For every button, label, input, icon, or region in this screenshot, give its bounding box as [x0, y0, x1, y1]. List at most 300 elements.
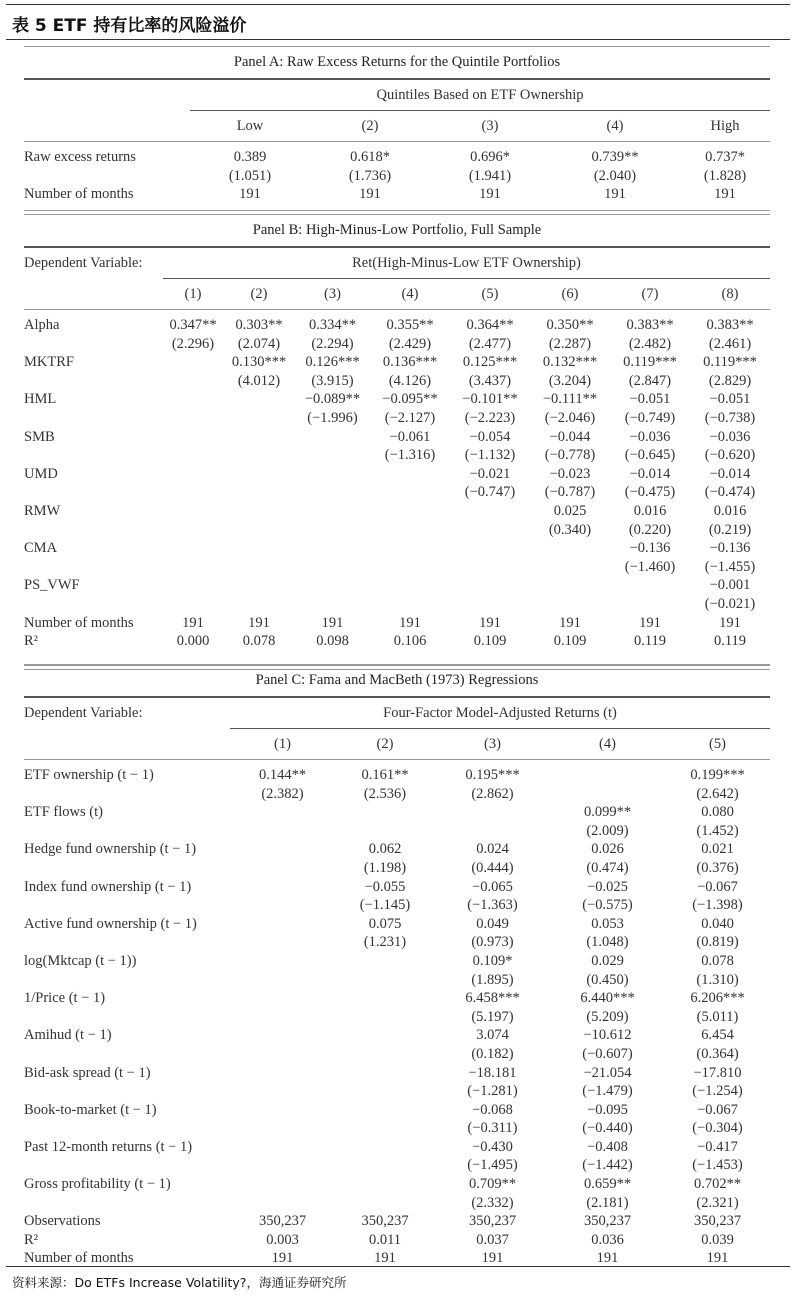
- panel-b-table: [24, 248, 770, 657]
- coefficient-cell: [370, 502, 450, 521]
- coefficient-cell: 0.161**: [361, 767, 409, 783]
- coefficient-cell: −0.417: [697, 1138, 738, 1155]
- coefficient-cell: 0.737*: [705, 149, 745, 165]
- t-stat-row: [24, 372, 770, 391]
- coefficient-cell: −0.055: [364, 878, 406, 895]
- coefficient-cell: 191: [596, 1250, 619, 1267]
- coefficient-cell: 191: [639, 614, 661, 631]
- row-label: Past 12-month returns (t − 1): [24, 1138, 193, 1155]
- column-header: (3): [435, 729, 550, 760]
- t-stat-cell: (1.051): [228, 167, 272, 184]
- t-stat-row: [24, 409, 770, 428]
- t-stat-row: [24, 896, 770, 915]
- coefficient-cell: 0.125***: [462, 354, 518, 371]
- coefficient-cell: [230, 1026, 335, 1045]
- coefficient-cell: 350,237: [583, 1213, 632, 1230]
- panel-c-table: [24, 698, 770, 1274]
- row-label-empty: [24, 896, 230, 915]
- t-stat-cell: [163, 446, 223, 465]
- t-stat-cell: (−1.254): [692, 1083, 743, 1100]
- t-stat-cell: (2.321): [696, 1194, 739, 1211]
- top-rule: [6, 4, 790, 5]
- column-header: (3): [295, 279, 370, 310]
- coefficient-cell: 0.364**: [466, 317, 514, 333]
- t-stat-cell: [223, 558, 295, 577]
- t-stat-cell: (3.204): [548, 372, 592, 389]
- t-stat-cell: (−2.223): [464, 409, 516, 426]
- coefficient-cell: [295, 428, 370, 447]
- panel-c: [24, 664, 770, 1274]
- coefficient-cell: 0.739**: [591, 149, 639, 165]
- row-label-empty: [24, 372, 163, 391]
- row-label: 1/Price (t − 1): [24, 990, 106, 1007]
- coefficient-cell: −0.430: [472, 1138, 513, 1155]
- coefficient-cell: 6.454: [701, 1027, 734, 1044]
- t-stat-cell: [335, 1194, 435, 1213]
- row-label: HML: [24, 391, 57, 408]
- t-stat-row: [24, 167, 770, 186]
- coefficient-cell: [335, 989, 435, 1008]
- t-stat-cell: [295, 521, 370, 540]
- table-row: [24, 1064, 770, 1083]
- coefficient-cell: [223, 390, 295, 409]
- t-stat-cell: (0.340): [548, 521, 592, 538]
- t-stat-cell: [230, 933, 335, 952]
- row-label: Gross profitability (t − 1): [24, 1176, 171, 1193]
- spacer: [24, 204, 190, 211]
- coefficient-cell: −0.061: [389, 428, 431, 445]
- table-row: [24, 353, 770, 372]
- t-stat-cell: [230, 1045, 335, 1064]
- coefficient-cell: [163, 502, 223, 521]
- coefficient-cell: [163, 428, 223, 447]
- coefficient-cell: [450, 576, 530, 595]
- t-stat-cell: (−0.778): [544, 447, 596, 464]
- coefficient-cell: [295, 539, 370, 558]
- t-stat-cell: [530, 558, 610, 577]
- t-stat-cell: [450, 595, 530, 614]
- t-stat-cell: (−0.021): [704, 595, 756, 612]
- t-stat-cell: (1.941): [468, 167, 512, 184]
- coefficient-cell: 0.040: [701, 915, 734, 932]
- row-label-empty: [24, 1156, 230, 1175]
- t-stat-cell: [335, 1119, 435, 1138]
- coefficient-cell: [230, 1138, 335, 1157]
- t-stat-cell: (0.364): [696, 1045, 739, 1062]
- coefficient-cell: 0.016: [633, 502, 667, 519]
- row-label-empty: [24, 822, 230, 841]
- t-stat-cell: (−2.127): [384, 409, 436, 426]
- coefficient-cell: 0.355**: [386, 317, 434, 333]
- t-stat-row: [24, 483, 770, 502]
- coefficient-cell: [435, 803, 550, 822]
- coefficient-cell: 0.144**: [258, 767, 307, 783]
- row-label: Number of months: [24, 186, 134, 203]
- t-stat-row: [24, 1082, 770, 1101]
- t-stat-cell: (−0.738): [704, 409, 756, 426]
- coefficient-cell: −0.136: [709, 540, 751, 557]
- coefficient-cell: 0.195***: [465, 767, 520, 783]
- t-stat-cell: (−0.304): [692, 1120, 743, 1137]
- coefficient-cell: 0.389: [233, 149, 267, 165]
- coefficient-cell: −0.014: [629, 465, 671, 482]
- t-stat-cell: (2.642): [696, 785, 739, 802]
- row-label: log(Mktcap (t − 1)): [24, 952, 137, 969]
- coefficient-cell: −0.065: [472, 878, 513, 895]
- footer-rule: [6, 1266, 790, 1267]
- coefficient-cell: −17.810: [693, 1064, 742, 1081]
- row-label: Hedge fund ownership (t − 1): [24, 841, 197, 858]
- row-label-empty: [24, 1082, 230, 1101]
- coefficient-cell: 0.199***: [690, 767, 745, 783]
- coefficient-cell: −0.001: [709, 577, 751, 594]
- coefficient-cell: 191: [604, 186, 626, 203]
- coefficient-cell: [370, 465, 450, 484]
- coefficient-cell: [223, 465, 295, 484]
- column-header: (4): [550, 111, 680, 142]
- coefficient-cell: 191: [479, 186, 501, 203]
- t-stat-cell: (2.040): [593, 167, 637, 184]
- coefficient-cell: 6.458***: [465, 990, 520, 1007]
- row-label: Active fund ownership (t − 1): [24, 915, 197, 932]
- t-stat-row: [24, 1045, 770, 1064]
- coefficient-cell: 191: [559, 614, 581, 631]
- coefficient-cell: 350,237: [361, 1213, 409, 1230]
- coefficient-cell: 350,237: [693, 1213, 742, 1230]
- row-label: SMB: [24, 428, 55, 445]
- coefficient-cell: −0.068: [472, 1101, 513, 1118]
- row-label: R²: [24, 633, 39, 650]
- t-stat-cell: [550, 785, 665, 804]
- coefficient-cell: 191: [714, 186, 736, 203]
- coefficient-cell: −0.054: [469, 428, 511, 445]
- spacer-row: [24, 204, 770, 211]
- row-label: ETF ownership (t − 1): [24, 767, 154, 783]
- coefficient-cell: [295, 576, 370, 595]
- t-stat-cell: [223, 446, 295, 465]
- t-stat-cell: [230, 896, 335, 915]
- row-label: Amihud (t − 1): [24, 1027, 112, 1044]
- table-row: [24, 148, 770, 167]
- row-label-empty: [24, 335, 163, 354]
- t-stat-cell: [450, 558, 530, 577]
- t-stat-cell: (−1.453): [692, 1157, 743, 1174]
- coefficient-cell: −0.101**: [462, 391, 518, 408]
- coefficient-cell: −0.095: [587, 1101, 628, 1118]
- t-stat-cell: [335, 1082, 435, 1101]
- table-row: [24, 316, 770, 335]
- row-label-empty: [24, 409, 163, 428]
- coefficient-cell: [370, 539, 450, 558]
- coefficient-cell: 191: [248, 614, 270, 631]
- t-stat-cell: [163, 372, 223, 391]
- column-header: (4): [370, 279, 450, 310]
- t-stat-cell: (0.376): [696, 859, 739, 876]
- table-row: [24, 840, 770, 859]
- panel-a-title: Panel A: Raw Excess Returns for the Quintile Portfolios: [24, 46, 770, 80]
- coefficient-cell: 0.383**: [706, 317, 754, 333]
- coefficient-cell: [335, 803, 435, 822]
- t-stat-cell: (0.474): [586, 859, 629, 876]
- t-stat-cell: (−0.747): [464, 484, 516, 501]
- t-stat-cell: (0.819): [696, 934, 739, 951]
- t-stat-cell: [295, 446, 370, 465]
- table-row: [24, 1212, 770, 1231]
- t-stat-cell: [370, 558, 450, 577]
- t-stat-cell: (1.895): [471, 971, 514, 988]
- panel-c-title: Panel C: Fama and MacBeth (1973) Regressions: [24, 664, 770, 698]
- row-label: Index fund ownership (t − 1): [24, 878, 192, 895]
- t-stat-cell: [610, 595, 690, 614]
- t-stat-cell: (2.477): [468, 335, 512, 352]
- panel-b-title: Panel B: High-Minus-Low Portfolio, Full Sample: [24, 214, 770, 248]
- t-stat-cell: (−1.495): [467, 1157, 518, 1174]
- t-stat-row: [24, 595, 770, 614]
- spacer-row: [24, 651, 770, 657]
- t-stat-cell: (−1.460): [624, 558, 676, 575]
- t-stat-cell: [223, 409, 295, 428]
- t-stat-cell: [370, 521, 450, 540]
- t-stat-cell: [450, 521, 530, 540]
- t-stat-cell: [435, 822, 550, 841]
- coefficient-cell: 0.000: [176, 633, 210, 650]
- panel-c-dep-label: Dependent Variable:: [24, 705, 143, 722]
- t-stat-cell: [295, 483, 370, 502]
- t-stat-cell: (−1.479): [582, 1083, 633, 1100]
- t-stat-row: [24, 1119, 770, 1138]
- coefficient-cell: [335, 1138, 435, 1157]
- t-stat-cell: [163, 409, 223, 428]
- coefficient-cell: [335, 1175, 435, 1194]
- t-stat-cell: [163, 483, 223, 502]
- coefficient-cell: 0.039: [701, 1231, 734, 1248]
- coefficient-cell: 191: [719, 614, 741, 631]
- coefficient-cell: 0.026: [591, 841, 624, 858]
- t-stat-row: [24, 521, 770, 540]
- coefficient-cell: [370, 576, 450, 595]
- row-label-empty: [24, 971, 230, 990]
- row-label-empty: [24, 558, 163, 577]
- column-header: (2): [335, 729, 435, 760]
- coefficient-cell: 0.130***: [231, 354, 287, 371]
- coefficient-cell: −0.051: [629, 391, 671, 408]
- t-stat-cell: (2.829): [708, 372, 752, 389]
- t-stat-row: [24, 822, 770, 841]
- coefficient-cell: 0.078: [701, 952, 734, 969]
- column-header: (5): [450, 279, 530, 310]
- table-row: [24, 1231, 770, 1250]
- t-stat-row: [24, 558, 770, 577]
- row-label: Number of months: [24, 1250, 134, 1267]
- coefficient-cell: [530, 576, 610, 595]
- coefficient-cell: 0.702**: [693, 1176, 742, 1193]
- t-stat-cell: (−1.455): [704, 558, 756, 575]
- t-stat-cell: (2.847): [628, 372, 672, 389]
- row-label-empty: [24, 859, 230, 878]
- t-stat-cell: (−0.440): [582, 1120, 633, 1137]
- t-stat-cell: (4.012): [237, 372, 281, 389]
- coefficient-cell: −0.023: [549, 465, 591, 482]
- table-row: [24, 576, 770, 595]
- table-row: [24, 766, 770, 785]
- table-row: [24, 614, 770, 633]
- panel-c-spanner: Four-Factor Model-Adjusted Returns (t): [230, 698, 770, 729]
- t-stat-cell: (2.296): [171, 335, 215, 352]
- t-stat-cell: (2.482): [628, 335, 672, 352]
- t-stat-cell: [230, 1119, 335, 1138]
- row-label-empty: [24, 595, 163, 614]
- coefficient-cell: [450, 502, 530, 521]
- t-stat-row: [24, 446, 770, 465]
- t-stat-cell: (0.219): [708, 521, 752, 538]
- t-stat-cell: (2.536): [363, 785, 407, 802]
- t-stat-cell: [230, 822, 335, 841]
- coefficient-cell: [163, 539, 223, 558]
- t-stat-cell: (−1.132): [464, 447, 516, 464]
- coefficient-cell: [230, 1175, 335, 1194]
- t-stat-cell: [230, 859, 335, 878]
- table-row: [24, 952, 770, 971]
- coefficient-cell: [163, 390, 223, 409]
- coefficient-cell: 0.080: [701, 804, 734, 821]
- t-stat-cell: (0.450): [586, 971, 629, 988]
- row-label: ETF flows (t): [24, 804, 103, 821]
- coefficient-cell: 0.025: [553, 502, 587, 519]
- coefficient-cell: [223, 539, 295, 558]
- coefficient-cell: 0.029: [591, 952, 624, 969]
- coefficient-cell: 191: [374, 1250, 396, 1267]
- coefficient-cell: 0.350**: [546, 317, 594, 333]
- coefficient-cell: 350,237: [258, 1213, 307, 1230]
- coefficient-cell: 3.074: [476, 1027, 509, 1044]
- row-label: Observations: [24, 1213, 101, 1230]
- coefficient-cell: [230, 989, 335, 1008]
- column-header: (3): [430, 111, 550, 142]
- t-stat-cell: (1.736): [348, 167, 392, 184]
- row-label-empty: [24, 167, 190, 186]
- t-stat-cell: (1.828): [703, 167, 747, 184]
- table-row: [24, 632, 770, 651]
- row-label: MKTRF: [24, 354, 74, 371]
- column-header: (8): [690, 279, 770, 310]
- row-label: Book-to-market (t − 1): [24, 1101, 157, 1118]
- coefficient-cell: −10.612: [583, 1027, 632, 1044]
- coefficient-cell: [530, 539, 610, 558]
- column-header: (1): [230, 729, 335, 760]
- coefficient-cell: 0.303**: [235, 317, 283, 333]
- coefficient-cell: 0.003: [266, 1231, 299, 1248]
- coefficient-cell: −0.095**: [382, 391, 438, 408]
- t-stat-cell: (−1.281): [467, 1083, 518, 1100]
- t-stat-cell: (0.220): [628, 521, 672, 538]
- t-stat-row: [24, 1156, 770, 1175]
- row-label: R²: [24, 1231, 39, 1248]
- coefficient-cell: [223, 428, 295, 447]
- column-header: (2): [223, 279, 295, 310]
- t-stat-cell: [163, 595, 223, 614]
- t-stat-cell: [223, 595, 295, 614]
- coefficient-cell: −21.054: [583, 1064, 632, 1081]
- t-stat-cell: [230, 1194, 335, 1213]
- t-stat-cell: (−0.749): [624, 409, 676, 426]
- t-stat-cell: (2.287): [548, 335, 592, 352]
- t-stat-cell: (5.011): [696, 1008, 739, 1025]
- coefficient-cell: 0.347**: [169, 317, 217, 333]
- t-stat-cell: (0.973): [471, 934, 514, 951]
- column-header: (6): [530, 279, 610, 310]
- coefficient-cell: 191: [321, 614, 344, 631]
- coefficient-cell: 0.119***: [623, 354, 677, 371]
- t-stat-cell: (−1.398): [692, 897, 743, 914]
- coefficient-cell: −0.025: [587, 878, 628, 895]
- table-row: [24, 428, 770, 447]
- coefficient-cell: −0.014: [709, 465, 751, 482]
- row-label: UMD: [24, 465, 58, 482]
- row-label-empty: [24, 1119, 230, 1138]
- coefficient-cell: 0.062: [368, 841, 402, 858]
- t-stat-cell: (0.444): [471, 859, 514, 876]
- coefficient-cell: 0.709**: [468, 1176, 517, 1193]
- panel-b: [24, 214, 770, 670]
- t-stat-cell: (−0.475): [624, 484, 676, 501]
- coefficient-cell: 0.126***: [305, 354, 360, 371]
- t-stat-cell: (3.915): [311, 372, 354, 389]
- t-stat-cell: [163, 558, 223, 577]
- t-stat-cell: [230, 1008, 335, 1027]
- table-row: [24, 1026, 770, 1045]
- coefficient-cell: 0.109: [473, 633, 507, 650]
- row-label: Alpha: [24, 317, 60, 333]
- coefficient-cell: 0.075: [368, 915, 402, 932]
- coefficient-cell: [223, 502, 295, 521]
- coefficient-cell: 0.659**: [583, 1176, 632, 1193]
- column-header: High: [680, 111, 770, 142]
- coefficient-cell: [230, 915, 335, 934]
- row-label: Bid-ask spread (t − 1): [24, 1064, 151, 1081]
- coefficient-cell: [230, 1064, 335, 1083]
- coefficient-cell: 0.106: [393, 633, 427, 650]
- row-label: Number of months: [24, 614, 134, 631]
- coefficient-cell: 0.016: [713, 502, 747, 519]
- t-stat-cell: (5.197): [471, 1008, 514, 1025]
- t-stat-cell: (1.198): [363, 859, 407, 876]
- t-stat-cell: (−0.645): [624, 447, 676, 464]
- panel-b-spanner: Ret(High-Minus-Low ETF Ownership): [163, 248, 770, 279]
- coefficient-cell: [163, 353, 223, 372]
- table-row: [24, 502, 770, 521]
- coefficient-cell: 191: [271, 1250, 294, 1267]
- coefficient-cell: −0.408: [587, 1138, 628, 1155]
- row-label: Raw excess returns: [24, 149, 136, 165]
- coefficient-cell: [230, 803, 335, 822]
- coefficient-cell: 0.037: [476, 1231, 509, 1248]
- panel-b-dep-label: Dependent Variable:: [24, 255, 143, 272]
- coefficient-cell: [230, 1101, 335, 1120]
- row-label-empty: [24, 446, 163, 465]
- t-stat-cell: (−2.046): [544, 409, 596, 426]
- table-row: [24, 989, 770, 1008]
- panel-a: [24, 46, 770, 211]
- t-stat-cell: (1.310): [696, 971, 739, 988]
- t-stat-cell: [335, 971, 435, 990]
- t-stat-cell: (4.126): [388, 372, 432, 389]
- t-stat-row: [24, 971, 770, 990]
- t-stat-cell: [335, 1008, 435, 1027]
- coefficient-cell: −0.021: [469, 465, 511, 482]
- coefficient-cell: 191: [359, 186, 381, 203]
- coefficient-cell: [295, 465, 370, 484]
- t-stat-cell: (−1.363): [467, 897, 518, 914]
